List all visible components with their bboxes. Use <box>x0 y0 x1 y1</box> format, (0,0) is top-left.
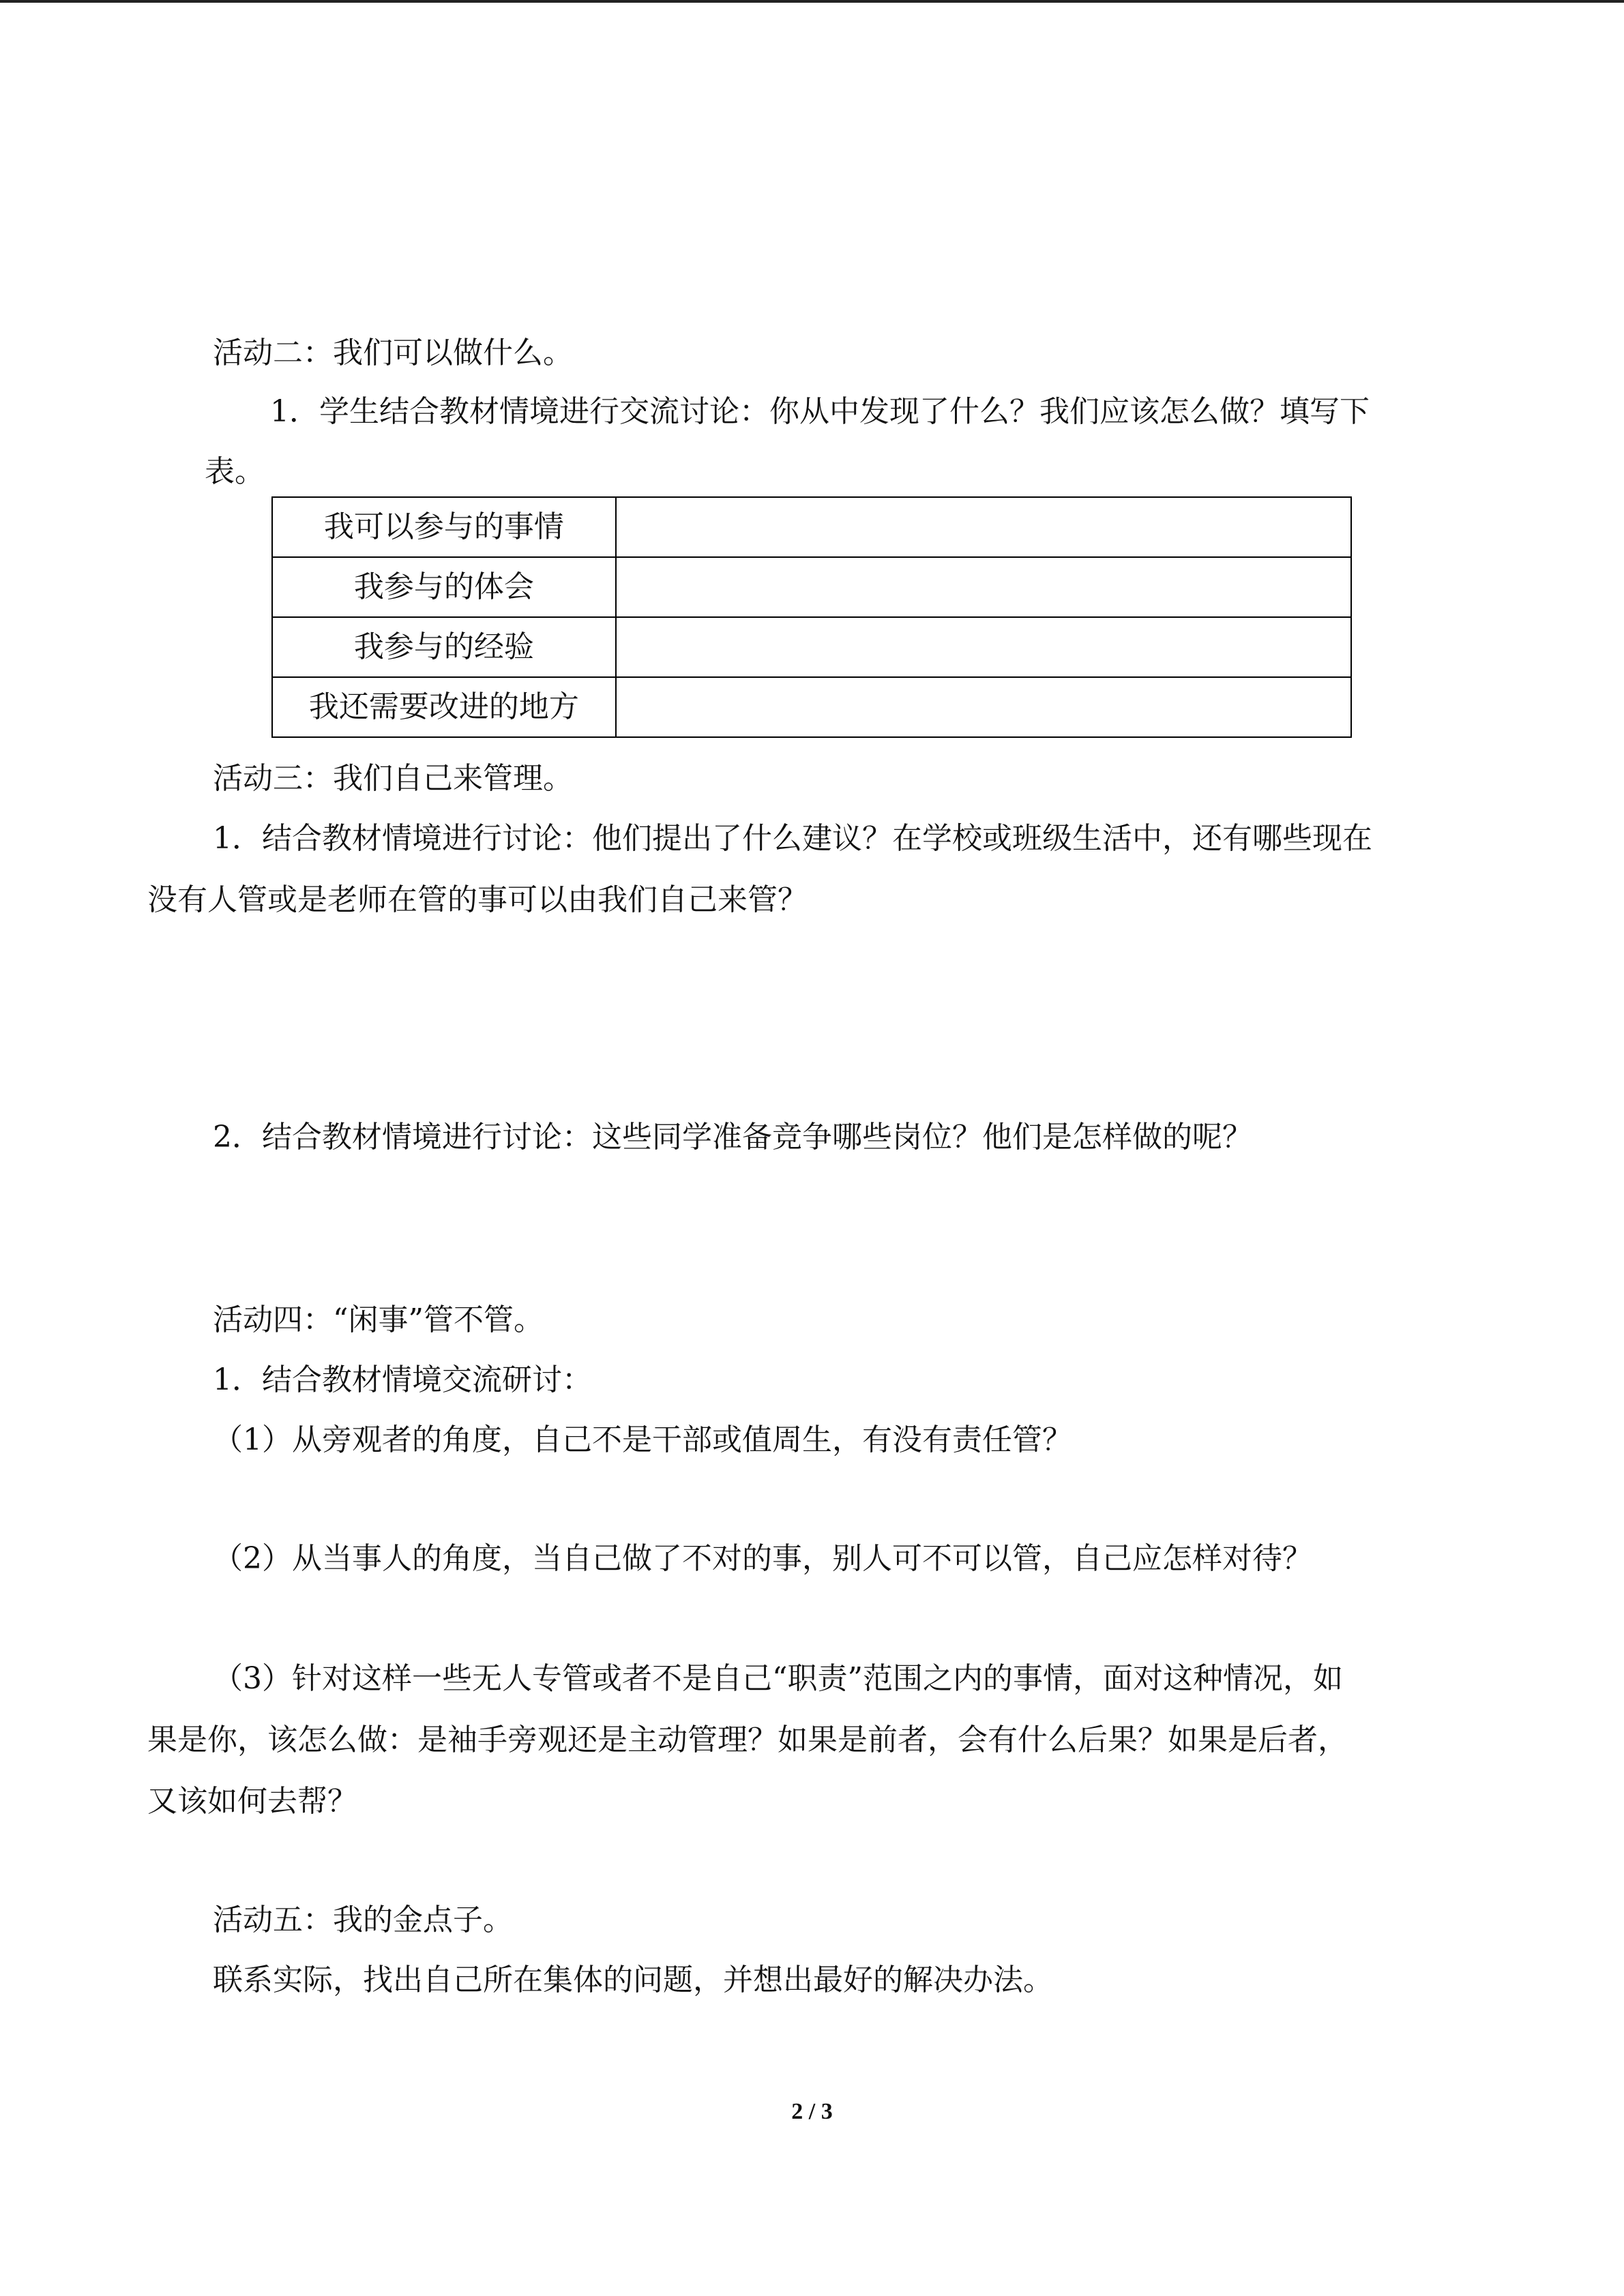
top-border <box>0 0 1624 3</box>
activity4-question1: （1）从旁观者的角度，自己不是干部或值周生，有没有责任管？ <box>213 1422 1072 1457</box>
activity4-question2: （2）从当事人的角度，当自己做了不对的事，别人可不可以管，自己应怎样对待？ <box>213 1541 1312 1576</box>
table-row-label: 我参与的经验 <box>272 617 616 677</box>
table-row <box>272 497 1351 557</box>
activity4-question3-line2: 果是你，该怎么做：是袖手旁观还是主动管理？如果是前者，会有什么后果？如果是后者， <box>147 1723 1348 1757</box>
activity4-heading: 活动四：“闲事”管不管。 <box>213 1302 544 1337</box>
activity3-item2: 2．结合教材情境进行讨论：这些同学准备竞争哪些岗位？他们是怎样做的呢？ <box>213 1120 1252 1154</box>
table-row-label: 我可以参与的事情 <box>272 497 616 557</box>
table-row <box>272 677 1351 737</box>
table-row-label: 我还需要改进的地方 <box>272 677 616 737</box>
activity3-item1-line1: 1．结合教材情境进行讨论：他们提出了什么建议？在学校或班级生活中，还有哪些现在 <box>213 821 1372 856</box>
table-row <box>272 557 1351 617</box>
table-row-value <box>616 677 1351 737</box>
table-row-value <box>616 617 1351 677</box>
activity4-item1: 1．结合教材情境交流研讨： <box>213 1362 592 1397</box>
activity4-question3-line3: 又该如何去帮？ <box>147 1784 357 1819</box>
activity3-item1-line2: 没有人管或是老师在管的事可以由我们自己来管？ <box>147 882 808 917</box>
table-row-value <box>616 557 1351 617</box>
activity5-heading: 活动五：我的金点子。 <box>213 1903 513 1937</box>
activity5-text: 联系实际，找出自己所在集体的问题，并想出最好的解决办法。 <box>213 1963 1053 1997</box>
activity2-item1-line1: 1．学生结合教材情境进行交流讨论：你从中发现了什么？我们应该怎么做？填写下 <box>270 394 1370 429</box>
activity2-heading: 活动二：我们可以做什么。 <box>213 336 573 370</box>
page-number: 2 / 3 <box>791 2099 833 2124</box>
table-row <box>272 617 1351 677</box>
table-row-value <box>616 497 1351 557</box>
participation-table <box>271 496 1352 738</box>
activity4-question3-line1: （3）针对这样一些无人专管或者不是自己“职责”范围之内的事情，面对这种情况，如 <box>213 1661 1343 1696</box>
activity3-heading: 活动三：我们自己来管理。 <box>213 761 573 796</box>
activity2-item1-line2: 表。 <box>205 454 265 489</box>
table-row-label: 我参与的体会 <box>272 557 616 617</box>
